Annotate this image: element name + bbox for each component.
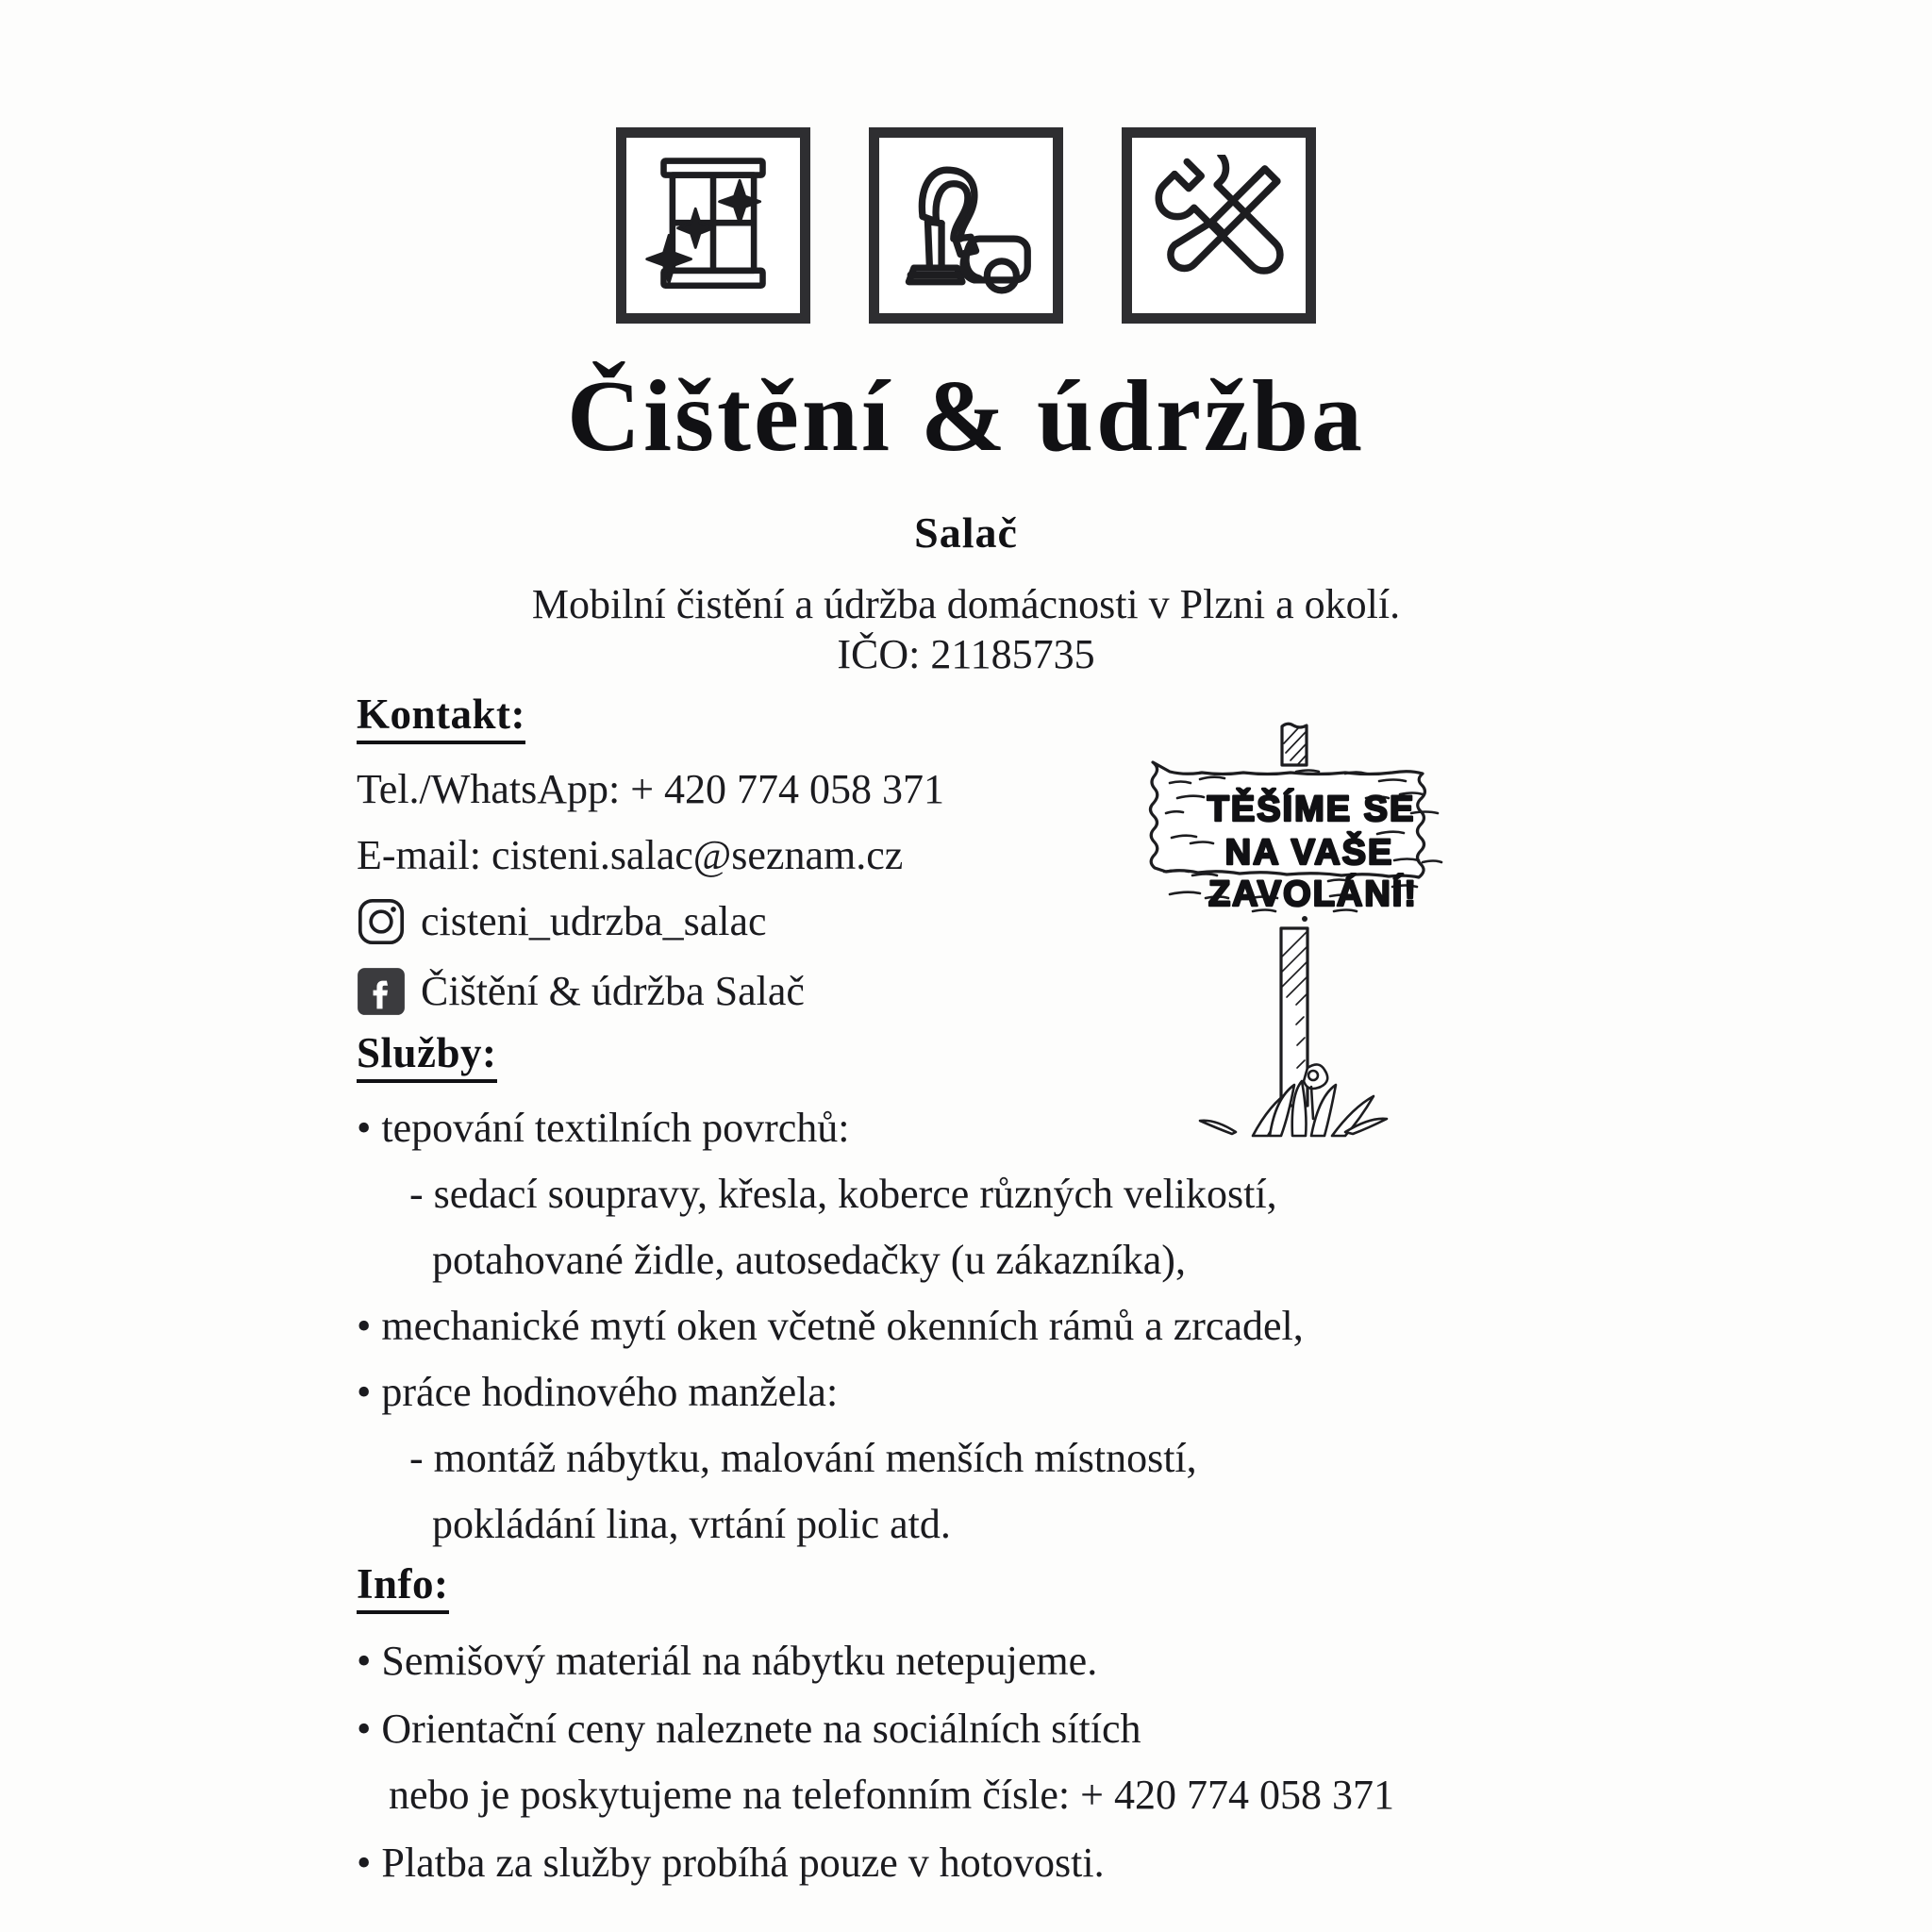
company-id-line: IČO: 21185735 — [837, 631, 1095, 677]
signpost-line-2: NA VAŠE — [1224, 833, 1394, 873]
info-heading: Info: — [357, 1561, 449, 1614]
page-title: Čištění & údržba — [566, 360, 1366, 473]
contact-phone: Tel./WhatsApp: + 420 774 058 371 — [357, 765, 945, 812]
info-bullet: • Semišový materiál na nábytku netepujeme. — [357, 1637, 1098, 1684]
service-subline: - sedací soupravy, křesla, koberce různých velikostí, — [409, 1170, 1277, 1217]
signpost-line-1: TĚŠÍME SE — [1207, 790, 1416, 829]
info-section — [357, 1561, 1470, 1884]
info-item — [357, 1839, 1470, 1886]
service-subline: - montáž nábytku, malování menších místností, — [409, 1434, 1197, 1481]
info-item — [357, 1637, 1470, 1684]
header-icon-row — [0, 127, 1932, 324]
info-item — [357, 1705, 1470, 1818]
vacuum-cleaner-icon — [869, 127, 1063, 324]
info-bullet: • Orientační ceny naleznete na sociálních sítích — [357, 1705, 1141, 1752]
service-subline: pokládání lina, vrtání polic atd. — [432, 1500, 951, 1547]
facebook-page-name: Čištění & údržba Salač — [421, 967, 805, 1014]
window-sparkle-icon — [616, 127, 810, 324]
info-subline: nebo je poskytujeme na telefonním čísle: + 420 774 058 371 — [389, 1771, 1394, 1818]
service-subline: potahované židle, autosedačky (u zákazníka), — [432, 1236, 1186, 1283]
service-bullet: • mechanické mytí oken včetně okenních rámů a zrcadel, — [357, 1302, 1304, 1349]
service-item — [357, 1368, 1470, 1547]
tagline: Mobilní čistění a údržba domácnosti v Plzni a okolí. — [531, 581, 1401, 627]
contact-heading: Kontakt: — [357, 691, 525, 744]
service-item — [357, 1302, 1470, 1349]
signpost-line-3: ZAVOLÁNÍ! — [1208, 874, 1419, 914]
wooden-signpost-illustration — [1111, 700, 1489, 1143]
contact-email: E-mail: cisteni.salac@seznam.cz — [357, 831, 904, 878]
facebook-icon[interactable] — [357, 967, 406, 1016]
wrench-screwdriver-icon — [1122, 127, 1316, 324]
instagram-icon[interactable] — [357, 897, 406, 946]
info-bullet: • Platba za služby probíhá pouze v hotovosti. — [357, 1839, 1105, 1886]
service-bullet: • práce hodinového manžela: — [357, 1368, 839, 1415]
page-subtitle: Salač — [914, 508, 1018, 557]
service-bullet: • tepování textilních povrchů: — [357, 1104, 850, 1151]
instagram-handle: cisteni_udrzba_salac — [421, 897, 767, 944]
services-heading: Služby: — [357, 1030, 497, 1083]
